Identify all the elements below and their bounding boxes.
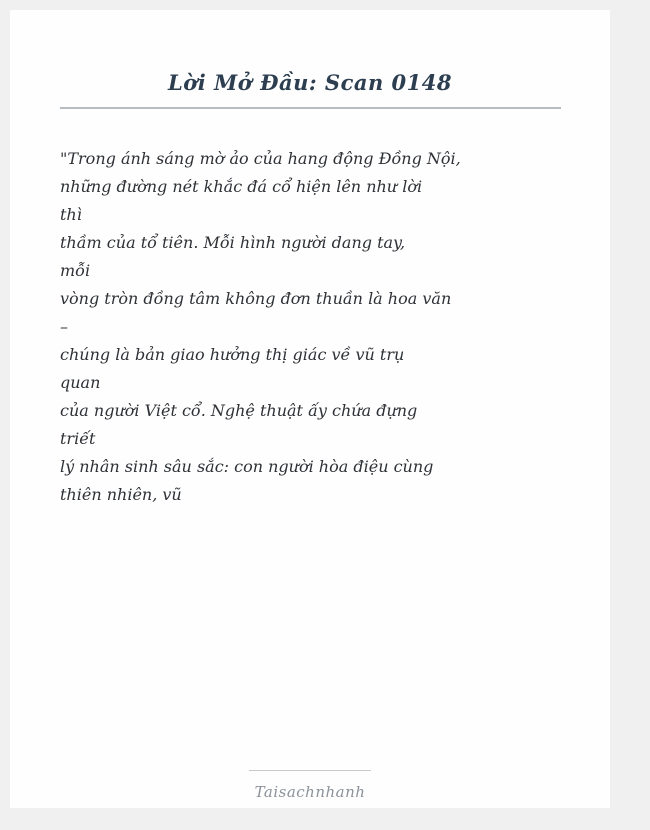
text-line: thầm của tổ tiên. Mỗi hình người dang tay, [60, 233, 406, 252]
text-line: những đường nét khắc đá cổ hiện lên như lời [60, 177, 423, 196]
text-line: – [60, 317, 68, 336]
footer-divider [249, 770, 371, 771]
text-line: mỗi [60, 261, 91, 280]
text-line: thì [60, 205, 82, 224]
document-body [60, 145, 570, 509]
text-line: thiên nhiên, vũ [60, 485, 182, 504]
text-line: lý nhân sinh sâu sắc: con người hòa điệu cùng [60, 457, 434, 476]
document-page [10, 10, 610, 808]
title-divider [60, 107, 561, 109]
text-line: chúng là bản giao hưởng thị giác về vũ trụ [60, 345, 405, 364]
page-title: Lời Mở Đầu: Scan 0148 [167, 70, 452, 95]
text-line: quan [60, 373, 101, 392]
text-line: "Trong ánh sáng mờ ảo của hang động Đồng Nội, [60, 149, 461, 168]
text-line: của người Việt cổ. Nghệ thuật ấy chứa đựng [60, 401, 418, 420]
text-line: vòng tròn đồng tâm không đơn thuần là hoa văn [60, 289, 452, 308]
text-line: triết [60, 429, 96, 448]
footer-brand: Taisachnhanh [254, 783, 366, 801]
